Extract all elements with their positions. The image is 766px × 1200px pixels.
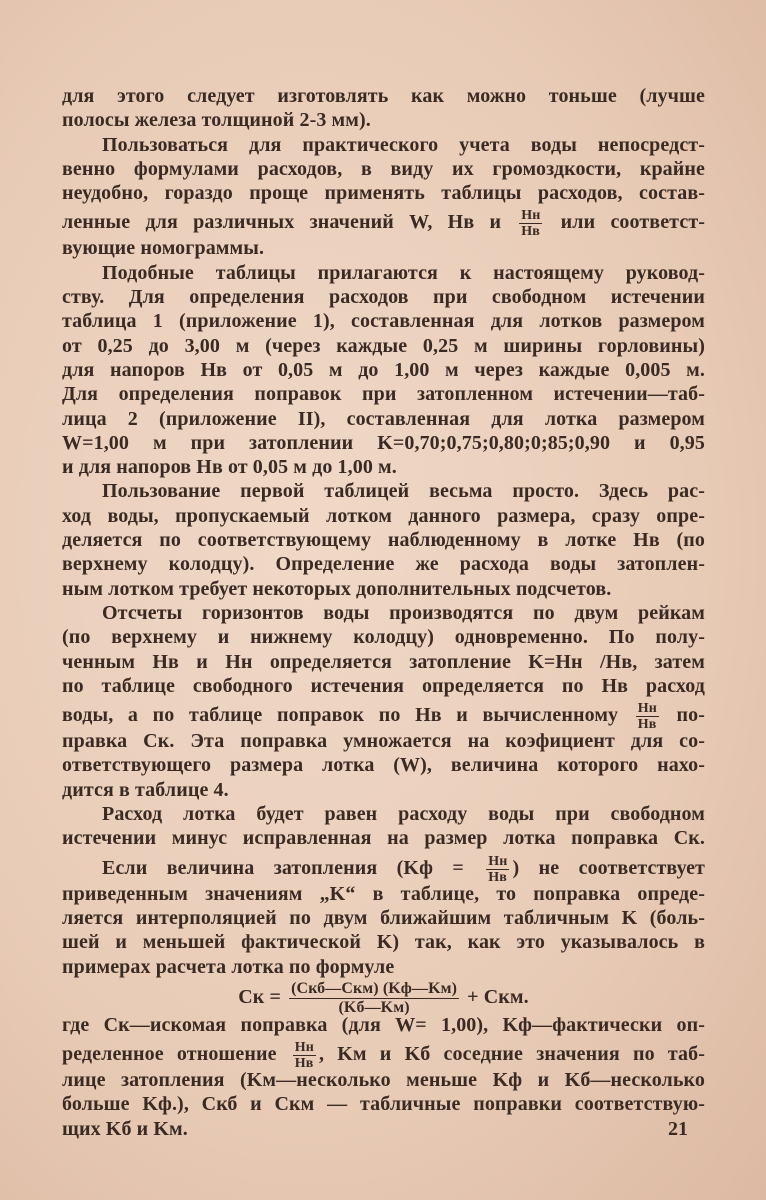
text-segment: или соответст- — [545, 211, 706, 234]
text-line — [62, 133, 705, 157]
text-segment: ченным Hв и Hн определяется затопление K=Hн /Hв, затем — [62, 650, 705, 673]
text-line — [62, 1068, 705, 1092]
text-line — [62, 479, 705, 503]
text-line — [62, 84, 705, 108]
text-segment: Cк = — [238, 985, 287, 1008]
text-line — [62, 407, 705, 431]
text-line — [62, 108, 705, 132]
text-line — [62, 504, 705, 528]
text-segment: щих Kб и Kм. — [62, 1117, 188, 1140]
text-segment: + Cкм. — [462, 985, 529, 1008]
page-number: 21 — [668, 1118, 688, 1140]
fraction-numerator: Hн — [637, 701, 657, 717]
text-line — [62, 1037, 705, 1071]
text-line — [62, 552, 705, 576]
text-line — [62, 1013, 705, 1037]
text-segment: примерах расчета лотка по формуле — [62, 955, 395, 978]
text-line — [62, 955, 705, 979]
text-line — [62, 674, 705, 698]
text-segment: таблица 1 (приложение 1), составленная для лотков размером — [62, 310, 705, 333]
text-segment: Пользование первой таблицей весьма просто. Здесь рас- — [102, 480, 705, 503]
text-segment: больше Kф.), Cкб и Cкм — табличные поправки соответствую- — [62, 1093, 705, 1116]
fraction-denominator: (Kб—Kм) — [338, 998, 410, 1016]
fraction-numerator: Hн — [488, 853, 508, 869]
text-line — [62, 309, 705, 333]
text-segment: полосы железа толщиной 2-3 мм). — [62, 109, 371, 132]
text-segment: ляется интерполяцией по двум ближайшим табличным K (боль- — [62, 906, 705, 929]
text-segment: ответствующего размера лотка (W), величина которого нахо- — [62, 754, 705, 777]
fraction-denominator: Hв — [294, 1056, 314, 1071]
text-line — [62, 906, 705, 930]
text-line — [62, 698, 705, 733]
text-segment: шей и меньшей фактической K) так, как это указывалось в — [62, 931, 705, 954]
text-line — [62, 236, 705, 260]
text-segment: Для определения поправок при затопленном истечении—таб- — [62, 383, 705, 406]
text-segment: ным лотком требует некоторых дополнительных подсчетов. — [62, 577, 612, 600]
text-line — [62, 205, 706, 240]
text-segment: ) не соответствует — [512, 856, 705, 879]
fraction-denominator: Hв — [521, 224, 540, 240]
text-line — [62, 577, 705, 601]
text-line — [62, 650, 705, 674]
text-line — [62, 285, 705, 309]
text-line — [62, 753, 705, 777]
text-line — [62, 601, 705, 625]
text-segment: правка Cк. Эта поправка умножается на коэфициент для со- — [62, 730, 705, 753]
text-segment: по- — [661, 704, 705, 727]
text-segment: Подобные таблицы прилагаются к настоящему руковод- — [102, 261, 705, 284]
text-line — [62, 358, 705, 382]
fraction — [486, 854, 509, 885]
text-segment: Расход лотка будет равен расходу воды при свободном — [102, 803, 705, 826]
text-line — [62, 528, 705, 552]
text-segment: ход воды, пропускаемый лотком данного размера, сразу опре- — [62, 504, 705, 527]
text-segment: для напоров Hв от 0,05 м до 1,00 м через каждые 0,005 м. — [62, 358, 705, 381]
text-segment: верхнему колодцу). Определение же расхода воды затоплен- — [62, 553, 705, 576]
text-line — [62, 930, 705, 954]
text-segment: W=1,00 м при затоплении K=0,70;0,75;0,80;0;85;0,90 и 0,95 — [62, 431, 705, 454]
text-segment: ленные для различных значений W, Hв и — [62, 211, 517, 234]
text-line — [62, 729, 705, 753]
text-line — [62, 382, 705, 406]
text-segment: для этого следует изготовлять как можно тоньше (лучше — [62, 85, 705, 107]
text-segment: лица 2 (приложение II), составленная для лотка размером — [62, 407, 705, 430]
text-segment: дится в таблице 4. — [62, 778, 229, 801]
text-line — [62, 802, 705, 826]
text-line — [62, 261, 705, 285]
text-segment: и для напоров Hв от 0,05 м до 1,00 м. — [62, 456, 397, 479]
text-segment: Отсчеты горизонтов воды производятся по двум рейкам — [102, 601, 705, 624]
text-line — [62, 625, 705, 649]
text-segment: деляется по соответствующему наблюденному в лотке Hв (по — [62, 529, 705, 552]
text-segment: ределенное отношение — [62, 1043, 290, 1066]
fraction-denominator: Hв — [637, 717, 657, 733]
fraction-numerator: Hн — [521, 208, 541, 224]
fraction — [636, 701, 659, 732]
text-segment: приведенным значениям „K“ в таблице, то поправка опреде- — [62, 882, 705, 905]
text-segment: неудобно, гораздо проще применять таблицы расходов, состав- — [62, 182, 705, 205]
text-line — [62, 431, 705, 455]
page-body-text — [62, 84, 705, 1141]
fraction-numerator: Hн — [294, 1040, 314, 1055]
text-line — [62, 334, 705, 358]
text-line — [62, 882, 705, 906]
text-line — [62, 455, 705, 479]
text-line — [62, 181, 705, 205]
text-segment: где Cк—искомая поправка (для W= 1,00), Kф—фактически оп- — [62, 1013, 705, 1036]
text-segment: Пользоваться для практического учета воды непосредст- — [102, 133, 705, 156]
text-segment: лице затопления (Kм—несколько меньше Kф и Kб—несколько — [62, 1069, 705, 1092]
text-line — [62, 1117, 705, 1141]
text-segment: от 0,25 до 3,00 м (через каждые 0,25 м ширины горловины) — [62, 334, 705, 357]
text-segment: Если величина затопления (Kф = — [102, 856, 484, 879]
text-line — [62, 851, 705, 885]
text-segment: воды, а по таблице поправок по Hв и вычисленному — [62, 704, 633, 727]
fraction-denominator: Hв — [488, 869, 507, 885]
text-segment: (по верхнему и нижнему колодцу) одновременно. По полу- — [62, 626, 705, 649]
text-segment: вующие номограммы. — [62, 237, 265, 260]
text-segment: , Kм и Kб соседние значения по таб- — [318, 1043, 705, 1066]
text-segment: венно формулами расходов, в виду их громоздкости, крайне — [62, 157, 705, 180]
text-segment: ству. Для определения расходов при свободном истечении — [62, 286, 705, 309]
fraction-numerator: (Cкб—Cкм) (Kф—Kм) — [291, 979, 458, 997]
text-segment: истечении минус исправленная на размер лотка поправка Cк. — [62, 827, 705, 850]
text-line — [62, 778, 705, 802]
text-line — [62, 1092, 705, 1116]
text-line — [62, 157, 705, 181]
text-segment: по таблице свободного истечения определяется по Hв расход — [62, 674, 705, 697]
fraction — [519, 208, 542, 239]
formula-line — [62, 979, 705, 1016]
text-line — [62, 826, 705, 850]
fraction — [289, 980, 459, 1017]
fraction — [293, 1040, 316, 1071]
